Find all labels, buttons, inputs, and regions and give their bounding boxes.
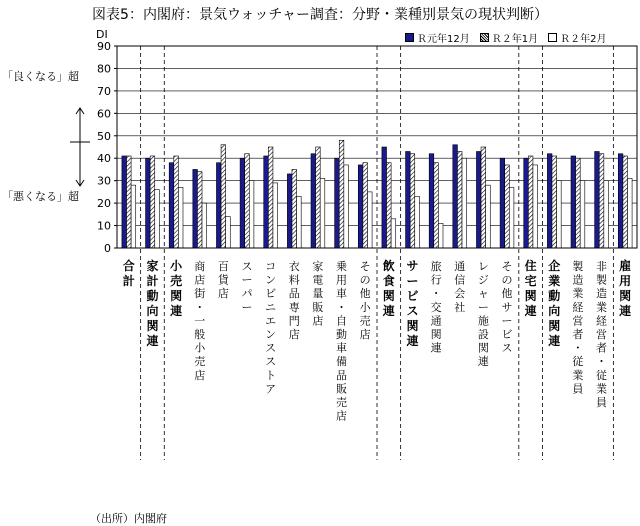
category-label: 飲食関連 [382, 259, 395, 318]
bar-dec [287, 174, 292, 248]
bar-jan [197, 172, 202, 248]
bar-dec [240, 158, 245, 248]
bar-jan [245, 154, 250, 248]
bar-jan [481, 147, 486, 248]
bar-jan [505, 165, 510, 248]
bar-dec [169, 163, 174, 248]
direction-arrows [70, 108, 90, 186]
bar-dec [524, 158, 529, 248]
category-label: コンビニエンスストア [265, 260, 277, 396]
bar-jan [268, 147, 273, 248]
category-label: その他小売店 [359, 260, 371, 341]
bar-jan [623, 156, 628, 248]
bar-feb [415, 196, 420, 248]
bar-feb [557, 181, 562, 248]
y-tick-label: 60 [97, 107, 111, 121]
bar-dec [547, 154, 552, 248]
category-label: 小売関連 [170, 259, 183, 318]
bar-dec [311, 154, 316, 248]
category-label: 乗用車・自動車備品販売店 [336, 260, 348, 423]
chart-title: 図表5：内閣府：景気ウォッチャー調査：分野・業種別景気の現状判断） [92, 7, 548, 23]
bar-jan [292, 169, 297, 248]
bar-dec [193, 169, 198, 248]
bar-feb [462, 158, 467, 248]
bar-feb [226, 217, 231, 248]
category-label: 商店街・一般小売店 [194, 260, 206, 382]
bar-feb [320, 178, 325, 248]
bar-jan [552, 156, 557, 248]
bar-jan [410, 154, 415, 248]
y-tick-label: 0 [104, 242, 111, 255]
y-axis-label: DI [96, 28, 108, 41]
category-label: 製造業経営者・従業員 [572, 260, 584, 396]
category-label: 旅行・交通関連 [430, 260, 442, 355]
category-label: 通信会社 [454, 260, 466, 314]
category-label: サービス関連 [406, 259, 419, 348]
y-tick-label: 40 [97, 152, 111, 166]
category-label: スーパー [241, 260, 253, 314]
bar-jan [174, 156, 179, 248]
legend-label-dec: Ｒ元年12月 [417, 34, 470, 45]
category-label: 衣料品専門店 [288, 260, 300, 341]
bar-dec [618, 154, 623, 248]
bar-feb [202, 203, 207, 248]
category-label: レジャー施設関連 [477, 260, 489, 369]
bar-dec [429, 154, 434, 248]
group-separators [141, 46, 614, 460]
bar-dec [453, 145, 458, 248]
bar-dec [571, 156, 576, 248]
bar-jan [150, 156, 155, 248]
category-label: その他サービス [501, 260, 513, 355]
category-label: 百貨店 [217, 260, 229, 301]
bar-dec [358, 165, 363, 248]
bar-jan [221, 145, 226, 248]
bar-jan [316, 147, 321, 248]
annotation-worse: 「悪くなる」超 [2, 190, 79, 203]
legend-label-feb: Ｒ２年2月 [560, 34, 607, 45]
bar-dec [406, 151, 411, 248]
bar-jan [363, 163, 368, 248]
bar-feb [627, 178, 632, 248]
bar-feb [178, 187, 183, 248]
bar-feb [533, 165, 538, 248]
bar-jan [599, 154, 604, 248]
bar-dec [500, 158, 505, 248]
bar-jan [576, 158, 581, 248]
category-label: 家電量販店 [312, 260, 324, 328]
category-label: 住宅関連 [524, 259, 537, 318]
y-tick-label: 50 [97, 129, 111, 143]
bar-dec [146, 158, 151, 248]
category-label: 合計 [122, 259, 135, 288]
bar-feb [297, 196, 302, 248]
category-label: 非製造業経営者・従業員 [596, 260, 608, 409]
bar-dec [476, 151, 481, 248]
y-tick-label: 90 [97, 40, 111, 53]
category-label: 企業動向関連 [548, 259, 561, 348]
y-tick-label: 20 [97, 197, 111, 211]
bar-feb [344, 165, 349, 248]
y-tick-label: 80 [97, 62, 111, 76]
bar-feb [604, 181, 609, 248]
bar-feb [438, 223, 443, 248]
bar-dec [264, 156, 269, 248]
bar-feb [367, 192, 372, 248]
bar-jan [457, 151, 462, 248]
category-label: 家計動向関連 [146, 259, 159, 348]
source-note: （出所）内閣府 [90, 512, 167, 525]
bar-dec [122, 156, 127, 248]
annotation-better: 「良くなる」超 [2, 70, 79, 83]
bar-jan [434, 163, 439, 248]
bar-feb [131, 185, 136, 248]
category-label: 雇用関連 [619, 259, 632, 318]
y-tick-label: 30 [97, 174, 111, 188]
bar-jan [387, 163, 392, 248]
bar-feb [391, 219, 396, 248]
y-tick-label: 70 [97, 84, 111, 98]
bar-feb [509, 187, 514, 248]
bar-feb [249, 181, 254, 248]
bar-jan [339, 140, 344, 248]
bar-dec [595, 151, 600, 248]
bar-feb [580, 181, 585, 248]
bar-dec [335, 158, 340, 248]
bar-dec [216, 163, 221, 248]
y-tick-label: 10 [97, 219, 111, 233]
bar-feb [273, 183, 278, 248]
legend-label-jan: Ｒ２年1月 [491, 34, 539, 45]
bar-jan [528, 156, 533, 248]
bar-dec [382, 147, 387, 248]
bar-feb [486, 185, 491, 248]
bar-jan [127, 156, 132, 248]
bar-feb [155, 190, 160, 248]
